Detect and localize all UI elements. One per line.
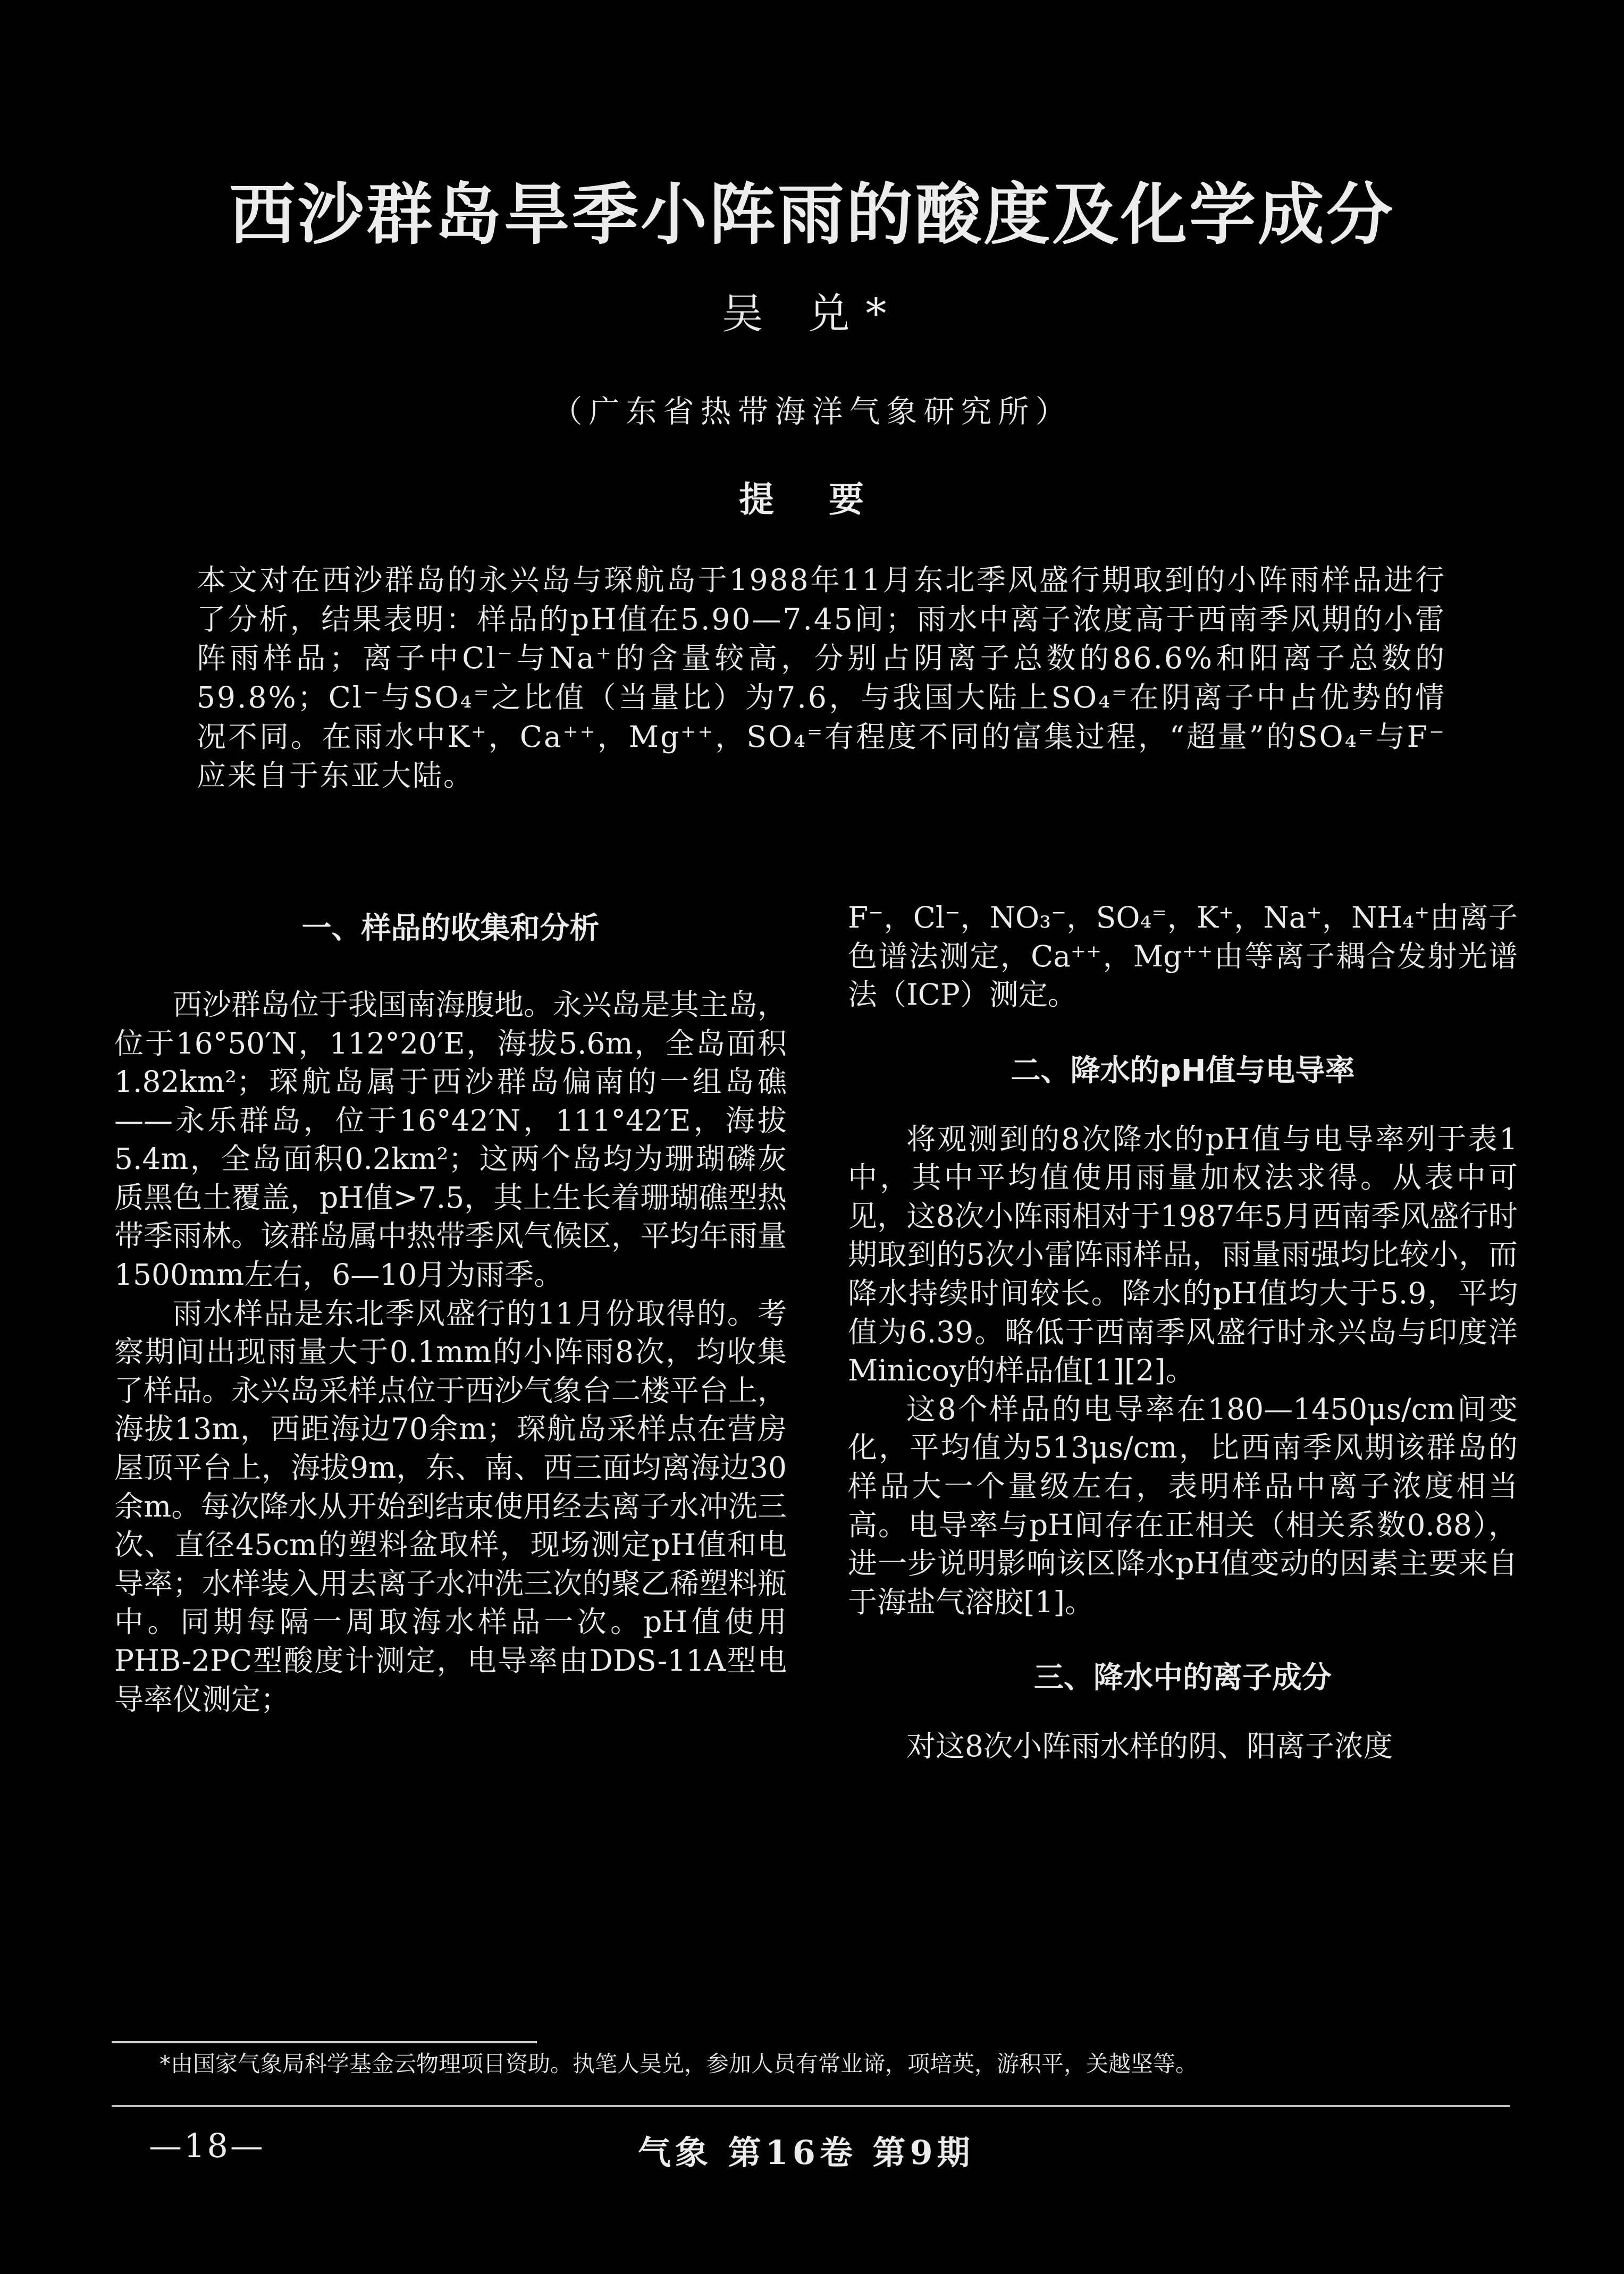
paragraph-ion-analysis: F⁻，Cl⁻，NO₃⁻，SO₄⁼，K⁺，Na⁺，NH₄⁺由离子色谱法测定，Ca⁺⁺，Mg⁺⁺由等离子耦合发射光谱法（ICP）测定。 [848, 900, 1518, 1012]
paper-title: 西沙群岛旱季小阵雨的酸度及化学成分 [229, 176, 1395, 254]
footnote: *由国家气象局科学基金云物理项目资助。执笔人吴兑，参加人员有常业谛，项培英，游积平，关越坚等。 [159, 2051, 1198, 2077]
footnote-rule [112, 2041, 537, 2043]
abstract-text: 本文对在西沙群岛的永兴岛与琛航岛于1988年11月东北季风盛行期取到的小阵雨样品进行了分析，结果表明：样品的pH值在5.90—7.45间；雨水中离子浓度高于西南季风期的小雷阵雨样品；离子中Cl⁻与Na⁺的含量较高，分别占阴离子总数的86.6%和阳离子总数的59.8%；Cl⁻与SO₄⁼之比值（当量比）为7.6，与我国大陆上SO₄⁼在阴离子中占优势的情况不同。在雨水中K⁺，Ca⁺⁺，Mg⁺⁺，SO₄⁼有程度不同的富集过程，“超量”的SO₄⁼与F⁻应来自于东亚大陆。 [197, 563, 1446, 793]
paragraph-ph-values: 将观测到的8次降水的pH值与电导率列于表1中，其中平均值使用雨量加权法求得。从表中可见，这8次小阵雨相对于1987年5月西南季风盛行时期取到的5次小雷阵雨样品，雨量雨强均比较小，而降水持续时间较长。降水的pH值均大于5.9，平均值为6.39。略低于西南季风盛行时永兴岛与印度洋Minicoy的样品值[1][2]。 [848, 1122, 1518, 1388]
paragraph-site-description: 西沙群岛位于我国南海腹地。永兴岛是其主岛，位于16°50′N，112°20′E，海拔5.6m，全岛面积1.82km²；琛航岛属于西沙群岛偏南的一组岛礁——永乐群岛，位于16°42′N，111°42′E，海拔5.4m，全岛面积0.2km²；这两个岛均为珊瑚磷灰质黑色土覆盖，pH值>7.5，其上生长着珊瑚礁型热带季雨林。该群岛属中热带季风气候区，平均年雨量1500mm左右，6—10月为雨季。 [114, 987, 787, 1292]
section-heading-2: 二、降水的pH值与电导率 [1011, 1053, 1355, 1088]
left-column [114, 909, 787, 1719]
paragraph-ion-composition: 对这8次小阵雨水样的阴、阳离子浓度 [906, 1729, 1393, 1764]
affiliation: （广东省热带海洋气象研究所） [551, 393, 1073, 429]
footer-rule [112, 2105, 1510, 2107]
author: 吴 兑* [721, 290, 903, 338]
section-heading-1: 一、样品的收集和分析 [301, 911, 600, 946]
page-number: —18— [149, 2126, 265, 2165]
paragraph-sampling-method: 雨水样品是东北季风盛行的11月份取得的。考察期间出现雨量大于0.1mm的小阵雨8次，均收集了样品。永兴岛采样点位于西沙气象台二楼平台上，海拔13m，西距海边70余m；琛航岛采样点在营房屋顶平台上，海拔9m，东、南、西三面均离海边30余m。每次降水从开始到结束使用经去离子水冲洗三次、直径45cm的塑料盆取样，现场测定pH值和电导率；水样装入用去离子水冲洗三次的聚乙稀塑料瓶中。同期每隔一周取海水样品一次。pH值使用PHB-2PC型酸度计测定，电导率由DDS-11A型电导率仪测定； [114, 1296, 787, 1716]
section-heading-3: 三、降水中的离子成分 [1034, 1661, 1332, 1696]
journal-issue: 气象 第16卷 第9期 [638, 2133, 974, 2172]
paragraph-conductivity: 这8个样品的电导率在180—1450μs/cm间变化，平均值为513μs/cm，比西南季风期该群岛的样品大一个量级左右，表明样品中离子浓度相当高。电导率与pH间存在正相关（相关系数0.88），进一步说明影响该区降水pH值变动的因素主要来自于海盐气溶胶[1]。 [848, 1392, 1518, 1619]
right-column [848, 898, 1518, 1766]
abstract-heading: 提 要 [739, 479, 885, 520]
